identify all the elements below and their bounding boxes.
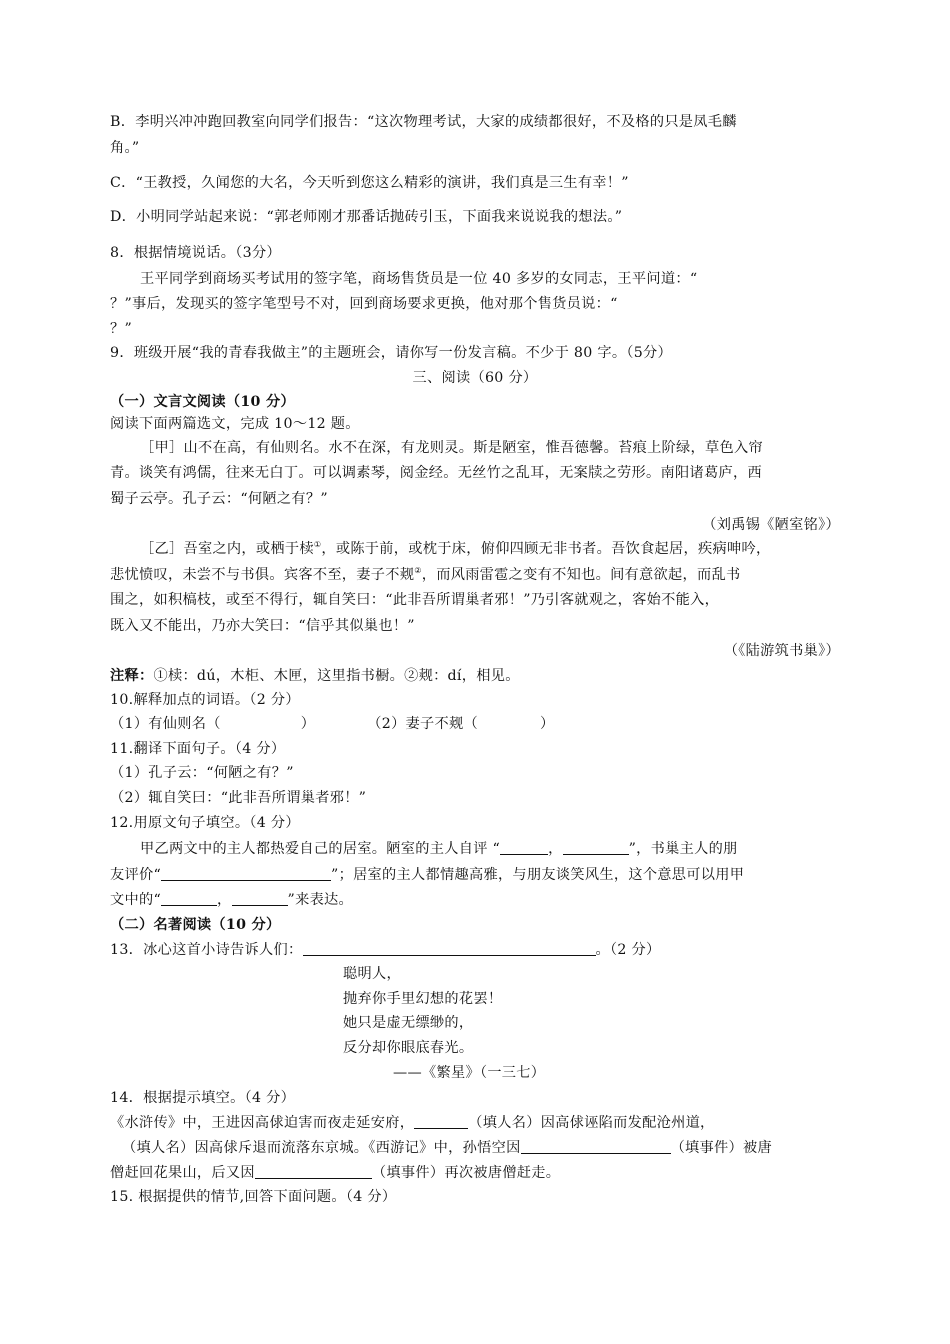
q10-items xyxy=(110,713,555,735)
q14-blank2[interactable] xyxy=(521,1138,671,1154)
q12-line1-a: 甲乙两文中的主人都热爱自己的居室。陋室的主人自评 “ xyxy=(140,841,501,857)
q14-line2-b: （填事件）被唐 xyxy=(670,1140,772,1156)
q7-option-d: D．小明同学站起来说：“郭老师刚才那番话抛砖引玉，下面我来说说我的想法。” xyxy=(110,209,623,225)
q8-line1: 王平同学到商场买考试用的签字笔，商场售货员是一位 40 多岁的女同志，王平问道：“ xyxy=(140,271,698,287)
q11-title: 11.翻译下面句子。（4 分） xyxy=(110,741,286,757)
q10-item2-close: ） xyxy=(540,716,555,732)
annotation xyxy=(110,665,520,687)
q12-line1 xyxy=(140,838,738,860)
footnote-ref-2: ② xyxy=(414,566,422,575)
text-yi-line2-b: ，而风雨雷雹之变有不知也。间有意欲起，而乱书 xyxy=(421,567,741,583)
q12-blank4[interactable] xyxy=(161,890,217,906)
text-jia-line3: 蜀子云亭。孔子云：“何陋之有？” xyxy=(110,491,328,507)
q12-blank2[interactable] xyxy=(563,839,629,855)
q14-line2-a: （填人名）因高俅斥退而流落东京城。《西游记》中，孙悟空因 xyxy=(122,1140,521,1156)
q12-title: 12.用原文句子填空。（4 分） xyxy=(110,815,300,831)
text-jia-line2: 青。谈笑有鸿儒，往来无白丁。可以调素琴，阅金经。无丝竹之乱耳，无案牍之劳形。南阳诸葛庐，西 xyxy=(110,465,762,481)
text-yi-line1-b: ，或陈于前，或枕于床，俯仰四顾无非书者。吾饮食起居，疾病呻吟， xyxy=(321,541,771,557)
q14-line1 xyxy=(110,1112,715,1134)
q8-line3: ？” xyxy=(110,321,133,337)
q14-title: 14．根据提示填空。（4 分） xyxy=(110,1090,296,1106)
q13-blank[interactable] xyxy=(303,940,596,956)
part2-title: （二）名著阅读（10 分） xyxy=(110,917,281,933)
poem-line-3: 她只是虚无缥缈的， xyxy=(343,1015,474,1031)
q10-title: 10.解释加点的词语。（2 分） xyxy=(110,692,300,708)
q8-title: 8．根据情境说话。（3分） xyxy=(110,245,281,261)
q10-item1: （1）有仙则名（ xyxy=(110,716,221,732)
q12-line2 xyxy=(110,864,744,886)
poem-line-4: 反分却你眼底春光。 xyxy=(343,1040,474,1056)
q15-title: 15. 根据提供的情节,回答下面问题。（4 分） xyxy=(110,1189,397,1205)
q12-line3-c: ”来表达。 xyxy=(287,892,354,908)
q12-line3-b: ， xyxy=(217,892,232,908)
q7-option-b-line1: B．李明兴冲冲跑回教室向同学们报告：“这次物理考试，大家的成绩都很好，不及格的只是凤毛麟 xyxy=(110,114,737,130)
poem-line-1: 聪明人， xyxy=(343,966,401,982)
annotation-label: 注释： xyxy=(110,668,154,684)
q12-line2-a: 友评价“ xyxy=(110,867,162,883)
q12-line1-c: ”，书巢主人的朋 xyxy=(628,841,738,857)
q12-blank5[interactable] xyxy=(232,890,288,906)
text-yi-source: （《陆游筑书巢》） xyxy=(723,643,840,659)
text-yi-line2 xyxy=(110,564,740,586)
q14-line1-b: （填人名）因高俅诬陷而发配沧州道， xyxy=(468,1115,715,1131)
q10-item2: （2）妻子不觌（ xyxy=(367,716,478,732)
footnote-ref-1: ① xyxy=(313,540,322,549)
q7-option-b-line2: 角。” xyxy=(110,140,140,156)
text-yi-line4: 既入又不能出，乃亦大笑曰：“信乎其似巢也！” xyxy=(110,618,415,634)
q14-line3-a: 僧赶回花果山，后又因 xyxy=(110,1165,255,1181)
q14-line3 xyxy=(110,1162,560,1184)
q12-line3 xyxy=(110,889,353,911)
q8-line2: ？”事后，发现买的签字笔型号不对，回到商场要求更换，他对那个售货员说：“ xyxy=(110,296,618,312)
q12-line1-b: ， xyxy=(548,841,563,857)
q9-title: 9．班级开展“我的青春我做主”的主题班会，请你写一份发言稿。不少于 80 字。（5分） xyxy=(110,345,672,361)
q13-line xyxy=(110,939,661,961)
q13-title: 13．冰心这首小诗告诉人们： xyxy=(110,942,303,958)
part1-title: （一）文言文阅读（10 分） xyxy=(110,394,295,410)
q14-line1-a: 《水浒传》中，王进因高俅迫害而夜走延安府， xyxy=(110,1115,415,1131)
poem-line-2: 抛弃你手里幻想的花罢！ xyxy=(343,991,503,1007)
text-yi-line2-a: 悲忧愤叹，未尝不与书俱。宾客不至，妻子不觌 xyxy=(110,567,415,583)
poem-source: ——《繁星》（一三七） xyxy=(393,1065,546,1081)
text-yi-line1 xyxy=(140,538,770,560)
text-jia-line1: ［甲］山不在高，有仙则名。水不在深，有龙则灵。斯是陋室，惟吾德馨。苔痕上阶绿，草色入帘 xyxy=(140,440,763,456)
q14-line3-b: （填事件）再次被唐僧赶走。 xyxy=(371,1165,561,1181)
text-jia-source: （刘禹锡《陋室铭》） xyxy=(702,517,840,533)
section3-title: 三、阅读（60 分） xyxy=(412,370,538,386)
part1-intro: 阅读下面两篇选文，完成 10～12 题。 xyxy=(110,416,360,432)
annotation-text: ①椟：dú，木柜、木匣，这里指书橱。②觌：dí，相见。 xyxy=(153,668,520,684)
q12-blank1[interactable] xyxy=(500,839,548,855)
text-yi-line3: 围之，如积槁枝，或至不得行，辄自笑曰：“此非吾所谓巢者邪！”乃引客就观之，客始不能入， xyxy=(110,592,720,608)
q14-blank1[interactable] xyxy=(414,1113,468,1129)
q14-line2 xyxy=(110,1137,772,1159)
q10-item1-close: ） xyxy=(300,716,316,732)
q13-score: 。（2 分） xyxy=(595,942,661,958)
q7-option-c: C．“王教授，久闻您的大名，今天听到您这么精彩的演讲，我们真是三生有幸！” xyxy=(110,175,629,191)
q11-item2: （2）辄自笑曰：“此非吾所谓巢者邪！” xyxy=(110,790,367,806)
q12-line3-a: 文中的“ xyxy=(110,892,162,908)
q12-blank3[interactable] xyxy=(161,865,331,881)
q12-line2-b: ”；居室的主人都情趣高雅，与朋友谈笑风生，这个意思可以用甲 xyxy=(331,867,745,883)
q14-blank3[interactable] xyxy=(255,1163,372,1179)
q11-item1: （1）孔子云：“何陋之有？” xyxy=(110,765,294,781)
text-yi-line1-a: ［乙］吾室之内，或栖于椟 xyxy=(140,541,314,557)
